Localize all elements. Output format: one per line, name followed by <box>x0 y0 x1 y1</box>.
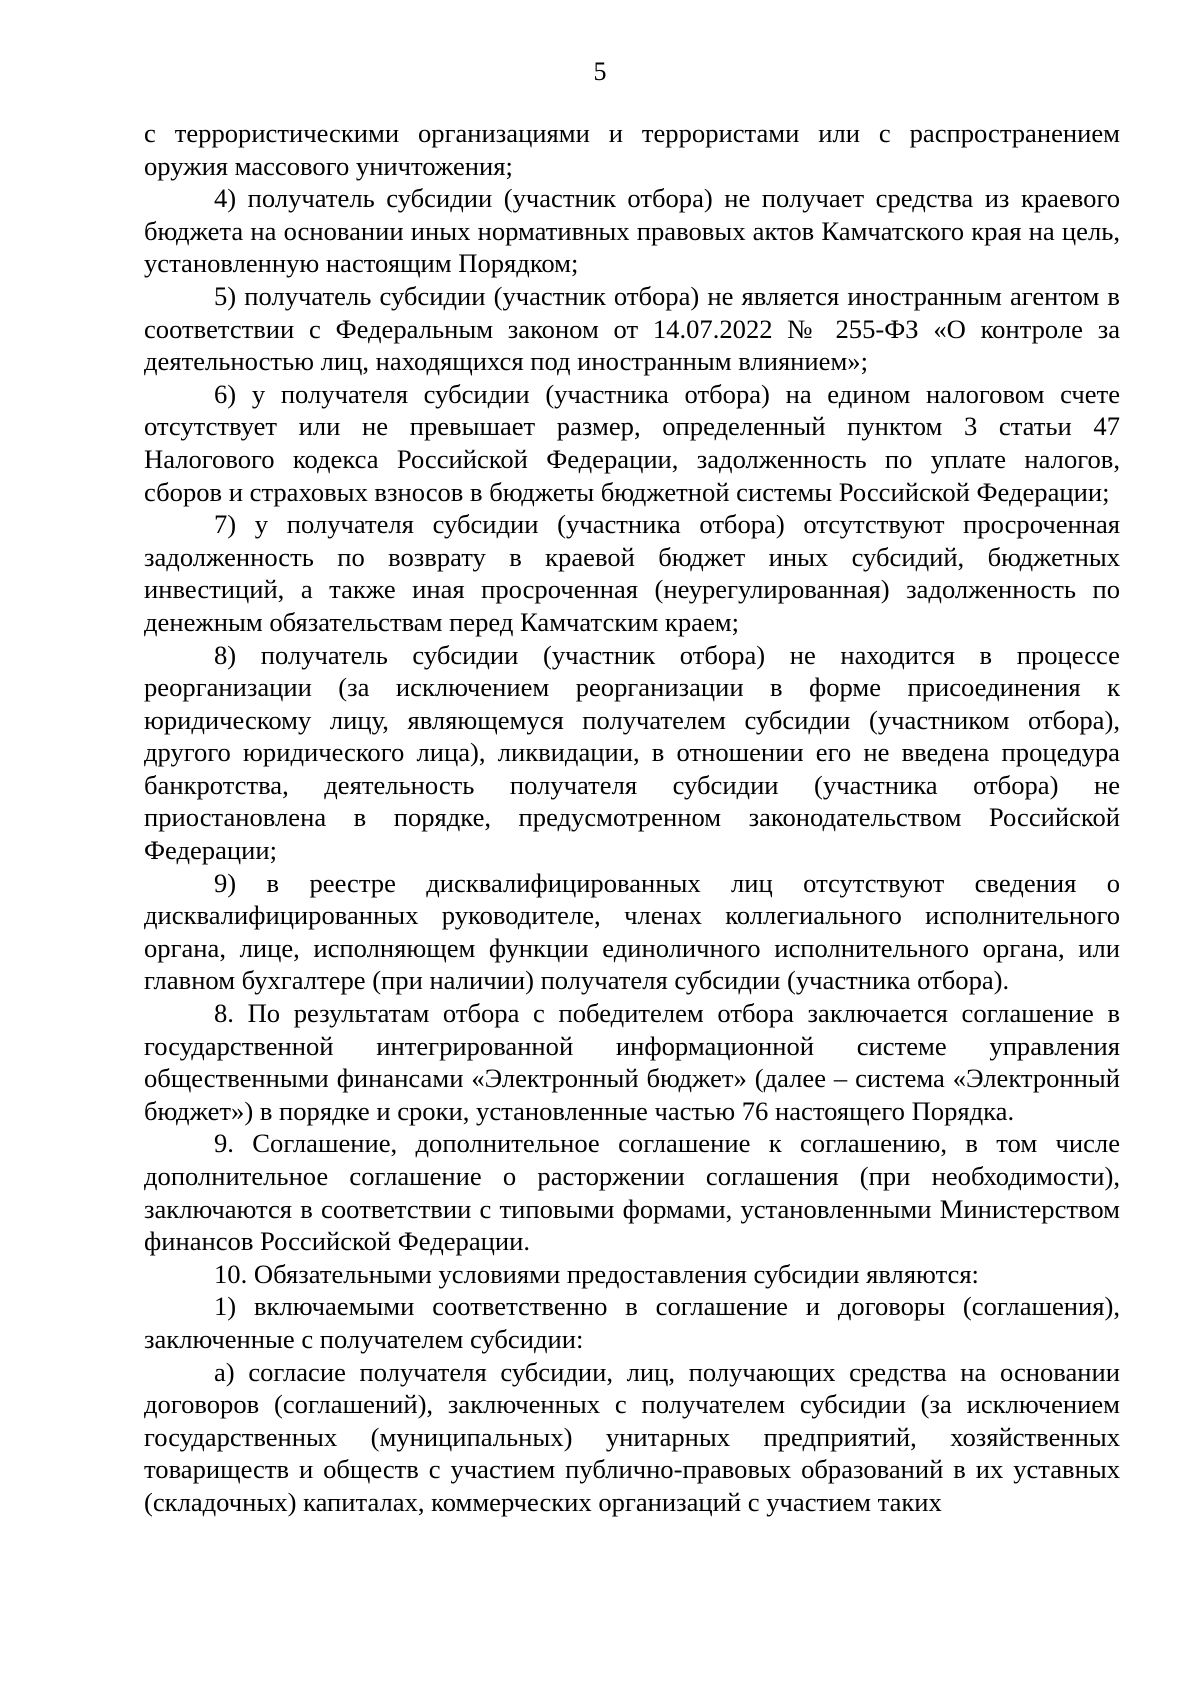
paragraph-item-5: 5) получатель субсидии (участник отбора) не является иностранным агентом в соответствии с Федеральным законом от 14.07.2022 № 255-ФЗ «О контроле за деятельностью лиц, находящихся под иностранным влиянием»; <box>144 280 1120 377</box>
paragraph-section-10: 10. Обязательными условиями предоставления субсидии являются: <box>214 1258 979 1289</box>
paragraph-section-10-item-1: 1) включаемыми соответственно в соглашение и договоры (соглашения), заключенные с получателем субсидии: <box>144 1291 1120 1354</box>
paragraph-item-7: 7) у получателя субсидии (участника отбора) отсутствуют просроченная задолженность по возврату в краевой бюджет иных субсидий, бюджетных инвестиций, а также иная просроченная (неурегулированная) задолженность по денежным обязательствам перед Камчатским краем; <box>144 509 1120 637</box>
paragraph-item-6: 6) у получателя субсидии (участника отбора) на едином налоговом счете отсутствует или не превышает размер, определенный пунктом 3 статьи 47 Налогового кодекса Российской Федерации, задолженность по уплате налогов, сборов и страховых взносов в бюджеты бюджетной системы Российской Федерации; <box>144 378 1120 507</box>
paragraph-item-8: 8) получатель субсидии (участник отбора) не находится в процессе реорганизации (за исключением реорганизации в форме присоединения к юридическому лицу, являющемуся получателем субсидии (участником отбора), другого юридического лица), ликвидации, в отношении его не введена процедура банкротства, деятельность получателя субсидии (участника отбора) не приостановлена в порядке, предусмотренном законодательством Российской Федерации; <box>144 639 1120 866</box>
document-body <box>144 117 1120 1519</box>
paragraph-item-9: 9) в реестре дисквалифицированных лиц отсутствуют сведения о дисквалифицированных руководителе, членах коллегиального исполнительного органа, лице, исполняющем функции единоличного исполнительного органа, или главном бухгалтере (при наличии) получателя субсидии (участника отбора). <box>144 867 1120 996</box>
paragraph-section-9: 9. Соглашение, дополнительное соглашение к соглашению, в том числе дополнительное соглашение о расторжении соглашения (при необходимости), заключаются в соответствии с типовыми формами, установленными Министерством финансов Российской Федерации. <box>144 1128 1120 1257</box>
paragraph-section-8: 8. По результатам отбора с победителем отбора заключается соглашение в государственной интегрированной информационной системе управления общественными финансами «Электронный бюджет» (далее – система «Электронный бюджет») в порядке и сроки, установленные частью 76 настоящего Порядка. <box>144 998 1120 1126</box>
paragraph-continuation: с террористическими организациями и террористами или с распространением оружия массового уничтожения; <box>144 118 1120 181</box>
page-number: 5 <box>593 57 607 86</box>
paragraph-item-4: 4) получатель субсидии (участник отбора) не получает средства из краевого бюджета на основании иных нормативных правовых актов Камчатского края на цель, установленную настоящим Порядком; <box>144 183 1120 279</box>
paragraph-section-10-item-1a: а) согласие получателя субсидии, лиц, получающих средства на основании договоров (соглашений), заключенных с получателем субсидии (за исключением государственных (муниципальных) унитарных предприятий, хозяйственных товариществ и обществ с участием публично-правовых образований в их уставных (складочных) капиталах, коммерческих организаций с участием таких <box>144 1356 1120 1517</box>
